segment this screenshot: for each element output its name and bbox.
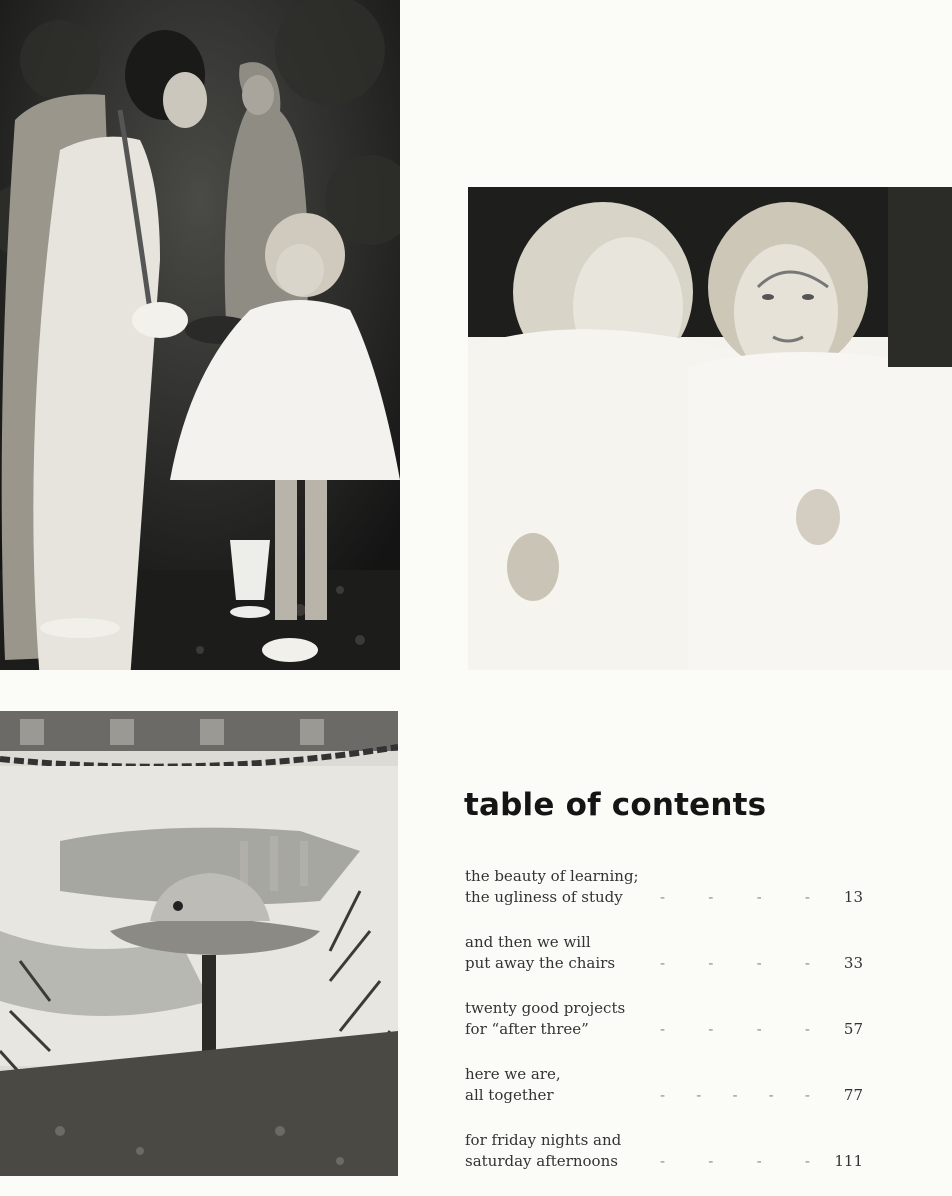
photo-crowning	[0, 0, 400, 670]
photo-embrace	[468, 187, 952, 670]
toc-page-number: 13	[843, 888, 863, 906]
toc-entry-title-line-1: and then we will	[465, 933, 591, 951]
toc-page-number: 33	[843, 954, 863, 972]
leader-dashes: - - - -	[660, 954, 810, 972]
leader-dashes: - - - - -	[660, 1086, 810, 1104]
toc-entry-title-line-1: for friday nights and	[465, 1131, 622, 1149]
toc-entry-title-line-1: twenty good projects	[465, 999, 626, 1017]
toc-entry-title-line-2: the ugliness of study	[465, 888, 623, 906]
leader-dashes: - - - -	[660, 888, 810, 906]
leader-dashes: - - - -	[660, 1152, 810, 1170]
toc-entry[interactable]	[465, 998, 865, 1064]
toc-entry-title-line-2: put away the chairs	[465, 954, 616, 972]
embrace-illustration	[468, 187, 952, 670]
toc-entry[interactable]	[465, 1130, 865, 1196]
photo-lamp	[0, 711, 398, 1176]
toc-page-number: 77	[843, 1086, 863, 1104]
toc-entry-title-line-2: for “after three”	[465, 1020, 589, 1038]
toc-entry[interactable]	[465, 932, 865, 998]
toc-page-number: 111	[834, 1152, 863, 1170]
toc-entry-title-line-2: saturday afternoons	[465, 1152, 618, 1170]
toc-entry-title-line-1: the beauty of learning;	[465, 867, 639, 885]
toc-entry-title-line-2: all together	[465, 1086, 554, 1104]
toc-page-number: 57	[843, 1020, 863, 1038]
page-title: table of contents	[464, 787, 767, 823]
toc-list	[465, 866, 865, 1196]
crowning-illustration	[0, 0, 400, 670]
lamp-illustration	[0, 711, 398, 1176]
toc-entry[interactable]	[465, 1064, 865, 1130]
toc-entry[interactable]	[465, 866, 865, 932]
toc-entry-title-line-1: here we are,	[465, 1065, 561, 1083]
leader-dashes: - - - -	[660, 1020, 810, 1038]
